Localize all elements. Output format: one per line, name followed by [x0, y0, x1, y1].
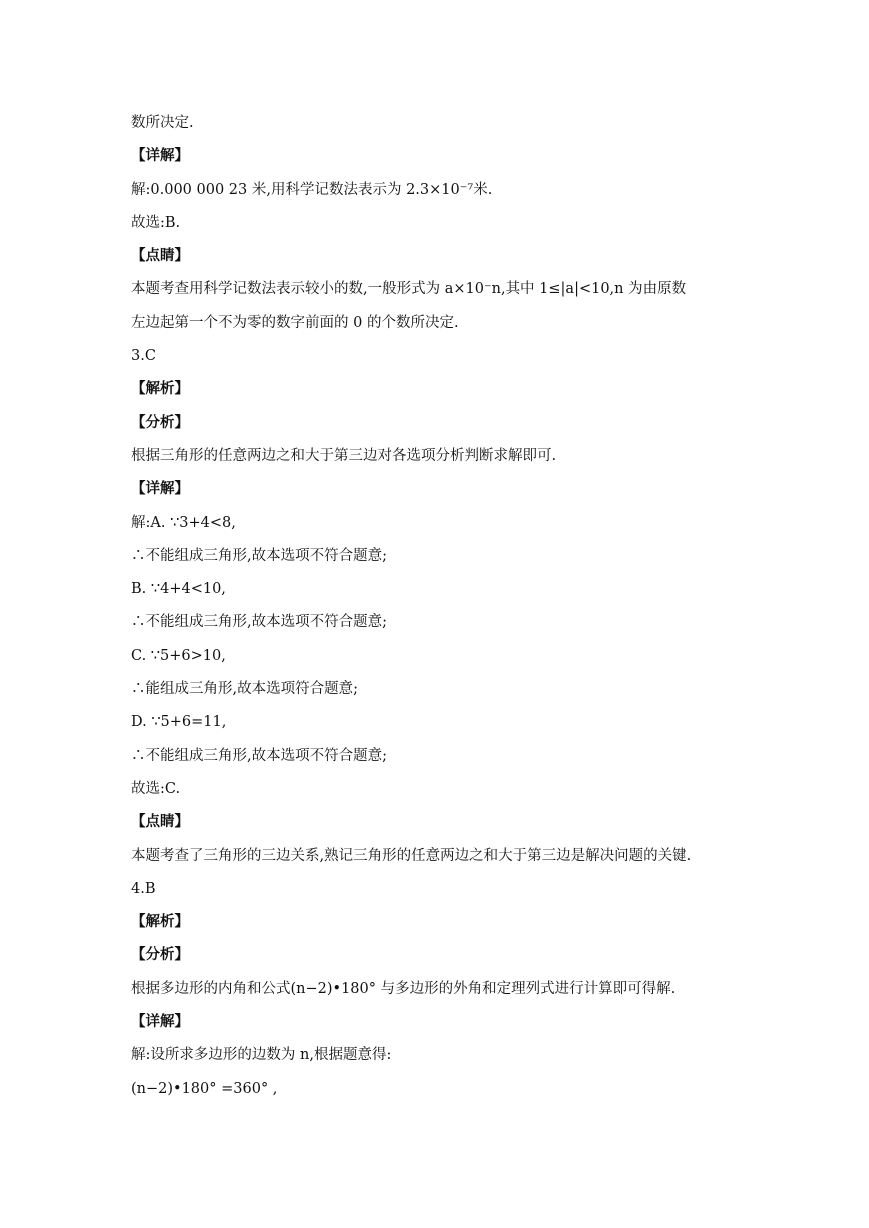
section-heading: 【点睛】	[131, 813, 189, 831]
text-line: B. ∵4+4<10,	[131, 581, 226, 598]
section-heading: 【解析】	[131, 380, 189, 398]
answer-line: 3.C	[131, 348, 156, 365]
section-heading: 【详解】	[131, 1013, 189, 1031]
text-line: 解:0.000 000 23 米,用科学记数法表示为 2.3×10⁻⁷米.	[131, 181, 493, 198]
text-line: (n−2)•180° =360° ,	[131, 1080, 278, 1097]
text-line: 左边起第一个不为零的数字前面的 0 的个数所决定.	[131, 314, 459, 331]
section-heading: 【点睛】	[131, 247, 189, 265]
text-line: 本题考查用科学记数法表示较小的数,一般形式为 a×10⁻n,其中 1≤|a|<10,n 为由原数	[131, 281, 687, 298]
text-line: ∴不能组成三角形,故本选项不符合题意;	[131, 614, 387, 631]
answer-line: 4.B	[131, 880, 156, 897]
text-line: 根据三角形的任意两边之和大于第三边对各选项分析判断求解即可.	[131, 447, 557, 464]
document-body	[131, 111, 771, 1110]
text-line: ∴不能组成三角形,故本选项不符合题意;	[131, 747, 387, 764]
text-line: D. ∵5+6=11,	[131, 714, 227, 731]
text-line: ∴能组成三角形,故本选项符合题意;	[131, 681, 358, 698]
text-line: 本题考查了三角形的三边关系,熟记三角形的任意两边之和大于第三边是解决问题的关键.	[131, 847, 692, 864]
text-line: 解:设所求多边形的边数为 n,根据题意得:	[131, 1047, 392, 1064]
section-heading: 【分析】	[131, 946, 189, 964]
section-heading: 【分析】	[131, 413, 189, 431]
text-line: 数所决定.	[131, 115, 194, 131]
text-line: 故选:B.	[131, 214, 181, 231]
text-line: 根据多边形的内角和公式(n−2)•180° 与多边形的外角和定理列式进行计算即可得解.	[131, 980, 676, 997]
text-line: 故选:C.	[131, 780, 181, 797]
text-line: C. ∵5+6>10,	[131, 647, 226, 664]
text-line: ∴不能组成三角形,故本选项不符合题意;	[131, 547, 387, 564]
section-heading: 【解析】	[131, 913, 189, 931]
section-heading: 【详解】	[131, 147, 189, 165]
text-line: 解:A. ∵3+4<8,	[131, 514, 236, 531]
section-heading: 【详解】	[131, 480, 189, 498]
